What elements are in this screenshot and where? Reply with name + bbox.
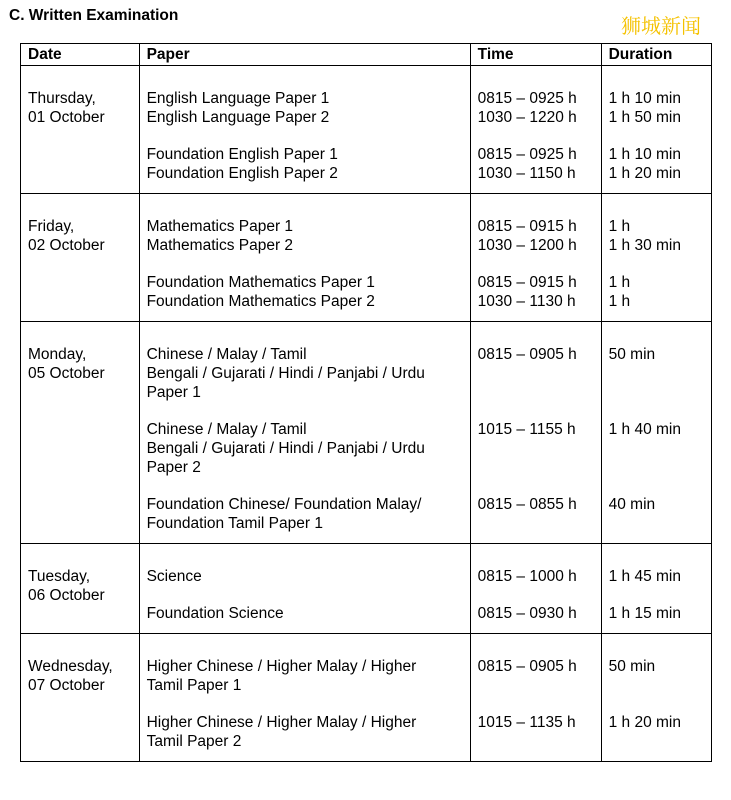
date-text: Thursday, — [28, 90, 96, 107]
time-range: 0815 – 0855 h — [477, 496, 577, 513]
list-item — [609, 217, 711, 255]
paper-name: Foundation Science — [146, 605, 284, 622]
list-item — [609, 145, 711, 183]
table-row — [21, 634, 712, 762]
paper-cell — [139, 194, 470, 322]
table-row — [21, 66, 712, 194]
date-text: 01 October — [28, 109, 105, 126]
list-item — [478, 420, 601, 477]
paper-name: Mathematics Paper 1 — [146, 218, 294, 235]
list-item — [478, 495, 601, 533]
list-item — [478, 217, 601, 255]
paper-name: Tamil Paper 2 — [146, 733, 242, 750]
time-cell — [470, 322, 601, 544]
table-row — [21, 544, 712, 634]
time-cell — [470, 634, 601, 762]
time-range: 0815 – 0915 h — [477, 218, 577, 235]
header-time: Time — [470, 44, 601, 66]
exam-schedule-table — [20, 43, 712, 762]
list-item — [609, 567, 711, 586]
time-range — [478, 364, 601, 383]
duration-value: 1 h 20 min — [608, 165, 681, 182]
paper-name: English Language Paper 2 — [146, 109, 330, 126]
paper-name: Foundation English Paper 1 — [146, 146, 338, 163]
duration-value — [609, 383, 711, 402]
duration-cell — [601, 322, 711, 544]
date-cell — [21, 66, 140, 194]
list-item — [147, 567, 470, 586]
duration-value — [609, 732, 711, 751]
duration-value: 1 h 45 min — [608, 568, 681, 585]
list-item — [609, 713, 711, 751]
duration-cell — [601, 634, 711, 762]
duration-value: 40 min — [608, 496, 656, 513]
paper-name: Science — [146, 568, 202, 585]
list-item — [147, 420, 470, 477]
header-duration: Duration — [601, 44, 711, 66]
date-text: 06 October — [28, 587, 105, 604]
duration-value: 1 h — [608, 218, 631, 235]
date-text: Wednesday, — [28, 658, 113, 675]
duration-value: 1 h 50 min — [608, 109, 681, 126]
time-range: 0815 – 0905 h — [477, 346, 577, 363]
duration-value — [609, 458, 711, 477]
paper-name: English Language Paper 1 — [146, 90, 330, 107]
paper-name: Chinese / Malay / Tamil — [146, 421, 307, 438]
paper-name: Chinese / Malay / Tamil — [146, 346, 307, 363]
header-date: Date — [21, 44, 140, 66]
list-item — [478, 345, 601, 402]
duration-value: 50 min — [608, 346, 656, 363]
list-item — [478, 89, 601, 127]
paper-name: Foundation Chinese/ Foundation Malay/ — [146, 496, 422, 513]
paper-name: Higher Chinese / Higher Malay / Higher — [146, 714, 417, 731]
paper-cell — [139, 66, 470, 194]
time-range: 1030 – 1200 h — [477, 237, 577, 254]
date-text: Friday, — [28, 218, 75, 235]
time-range: 1030 – 1130 h — [477, 293, 576, 310]
paper-name: Foundation Mathematics Paper 1 — [146, 274, 375, 291]
duration-value: 1 h 10 min — [608, 90, 681, 107]
time-range: 1030 – 1150 h — [477, 165, 576, 182]
duration-value — [609, 364, 711, 383]
date-text: 05 October — [28, 365, 105, 382]
list-item — [609, 345, 711, 402]
paper-cell — [139, 322, 470, 544]
duration-value — [609, 676, 711, 695]
time-range: 0815 – 0915 h — [477, 274, 577, 291]
date-text: 02 October — [28, 237, 105, 254]
time-range: 0815 – 0905 h — [477, 658, 577, 675]
list-item — [478, 145, 601, 183]
time-range: 1015 – 1155 h — [477, 421, 576, 438]
table-body — [21, 66, 712, 762]
time-range: 0815 – 0930 h — [477, 605, 577, 622]
list-item — [478, 713, 601, 751]
list-item — [147, 495, 470, 533]
list-item — [478, 273, 601, 311]
list-item — [609, 604, 711, 623]
time-range: 0815 – 0925 h — [477, 146, 577, 163]
list-item — [478, 567, 601, 586]
time-range: 1030 – 1220 h — [477, 109, 577, 126]
list-item — [609, 420, 711, 477]
duration-value: 1 h 15 min — [608, 605, 681, 622]
paper-name: Higher Chinese / Higher Malay / Higher — [146, 658, 417, 675]
table-header-row — [21, 44, 712, 66]
list-item — [147, 345, 470, 402]
list-item — [147, 713, 470, 751]
time-range: 1015 – 1135 h — [477, 714, 576, 731]
list-item — [478, 604, 601, 623]
duration-value: 1 h 20 min — [608, 714, 681, 731]
paper-name: Mathematics Paper 2 — [146, 237, 294, 254]
list-item — [609, 495, 711, 533]
time-range — [478, 676, 601, 695]
time-range: 0815 – 0925 h — [477, 90, 577, 107]
time-range — [478, 439, 601, 458]
watermark-logo: 狮城新闻 — [621, 14, 701, 38]
time-cell — [470, 66, 601, 194]
paper-name: Foundation English Paper 2 — [146, 165, 338, 182]
duration-cell — [601, 194, 711, 322]
list-item — [147, 273, 470, 311]
duration-value: 50 min — [608, 658, 656, 675]
list-item — [147, 217, 470, 255]
date-cell — [21, 544, 140, 634]
paper-cell — [139, 544, 470, 634]
date-cell — [21, 322, 140, 544]
paper-name: Paper 1 — [146, 384, 201, 401]
list-item — [147, 145, 470, 183]
duration-value: 1 h 40 min — [608, 421, 681, 438]
duration-value: 1 h 10 min — [608, 146, 681, 163]
duration-value: 1 h 30 min — [608, 237, 681, 254]
time-range — [478, 458, 601, 477]
time-range: 0815 – 1000 h — [477, 568, 577, 585]
list-item — [147, 604, 470, 623]
section-heading: C. Written Examination — [9, 7, 179, 24]
paper-name: Foundation Tamil Paper 1 — [146, 515, 323, 532]
paper-name: Paper 2 — [146, 459, 201, 476]
date-cell — [21, 194, 140, 322]
time-cell — [470, 544, 601, 634]
duration-cell — [601, 544, 711, 634]
paper-cell — [139, 634, 470, 762]
date-text: Monday, — [28, 346, 87, 363]
date-text: Tuesday, — [28, 568, 91, 585]
list-item — [609, 273, 711, 311]
paper-name: Bengali / Gujarati / Hindi / Panjabi / Urdu — [146, 440, 425, 457]
list-item — [609, 89, 711, 127]
time-range — [478, 514, 601, 533]
table-row — [21, 194, 712, 322]
time-range — [478, 383, 601, 402]
list-item — [147, 89, 470, 127]
duration-value — [609, 514, 711, 533]
header-paper: Paper — [139, 44, 470, 66]
list-item — [147, 657, 470, 695]
list-item — [609, 657, 711, 695]
duration-value: 1 h — [608, 293, 631, 310]
duration-value: 1 h — [608, 274, 631, 291]
duration-value — [609, 439, 711, 458]
time-range — [478, 732, 601, 751]
list-item — [478, 657, 601, 695]
paper-name: Bengali / Gujarati / Hindi / Panjabi / Urdu — [146, 365, 425, 382]
duration-cell — [601, 66, 711, 194]
time-cell — [470, 194, 601, 322]
date-cell — [21, 634, 140, 762]
date-text: 07 October — [28, 677, 105, 694]
paper-name: Tamil Paper 1 — [146, 677, 242, 694]
table-row — [21, 322, 712, 544]
paper-name: Foundation Mathematics Paper 2 — [146, 293, 375, 310]
